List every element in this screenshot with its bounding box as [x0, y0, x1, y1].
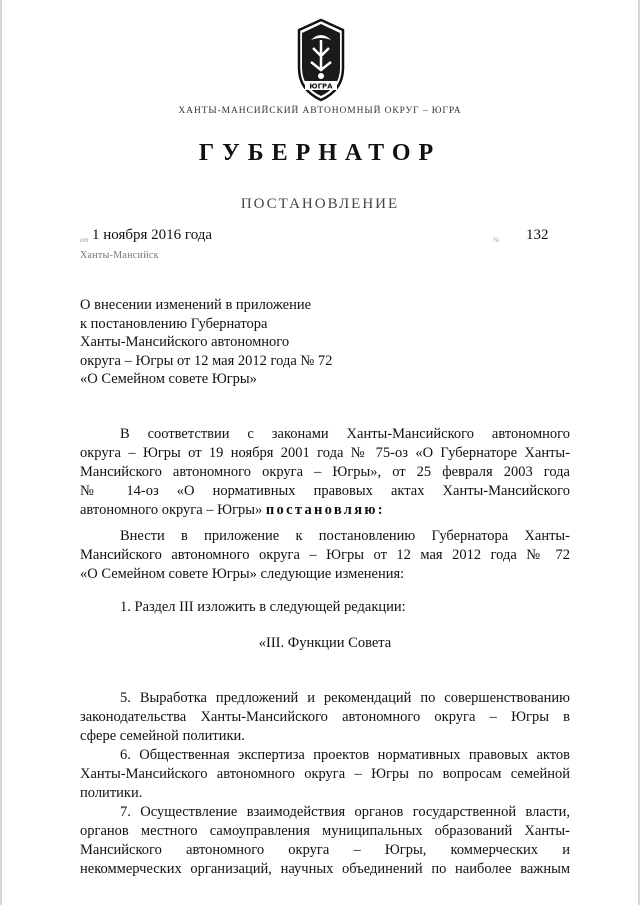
subject-line: «О Семейном совете Югры»	[80, 371, 257, 387]
preamble-last-text: автономного округа – Югры»	[80, 502, 263, 518]
decree-word: постановляю:	[265, 502, 385, 518]
preamble-line: В соответствии с законами Ханты-Мансийского автономного	[120, 426, 570, 442]
region-name: ХАНТЫ-МАНСИЙСКИЙ АВТОНОМНЫЙ ОКРУГ – ЮГРА	[178, 106, 462, 116]
paragraph-line: сфере семейной политики.	[80, 728, 245, 744]
paragraph-line: некоммерческих организаций, научных объединений по наиболее важным	[80, 861, 570, 877]
preamble-line: Мансийского автономного округа – Югры», от 25 февраля 2003 года	[80, 464, 570, 480]
paragraph-line: Ханты-Мансийского автономного округа – Югры по вопросам семейной	[80, 766, 570, 782]
intro-line: Мансийского автономного округа – Югры от 12 мая 2012 года № 72	[80, 547, 570, 563]
paragraph-line: политики.	[80, 785, 143, 801]
coat-of-arms-emblem	[293, 18, 349, 102]
paragraph-line: органов местного самоуправления муниципальных образований Ханты-	[80, 823, 570, 839]
subject-line: округа – Югры от 12 мая 2012 года № 72	[80, 352, 333, 369]
paragraph-line: законодательства Ханты-Мансийского автономного округа – Югры в	[80, 709, 570, 725]
subject-line: к постановлению Губернатора	[80, 315, 268, 332]
date-prefix: от	[80, 236, 89, 244]
paragraph-7	[80, 803, 570, 879]
svg-text:ЮГРА: ЮГРА	[309, 82, 333, 91]
paragraph-line: 5. Выработка предложений и рекомендаций по совершенствованию	[120, 690, 570, 706]
intro-line: «О Семейном совете Югры» следующие изменения:	[80, 566, 405, 582]
city-name: Ханты-Мансийск	[80, 250, 159, 261]
office-title: ГУБЕРНАТОР	[198, 140, 442, 166]
preamble-paragraph	[80, 425, 570, 520]
number-prefix: №	[493, 236, 500, 244]
section-title: «III. Функции Совета	[258, 635, 392, 651]
paragraph-6	[80, 746, 570, 803]
preamble-last-line	[80, 501, 570, 520]
subject-line: О внесении изменений в приложение	[80, 297, 312, 313]
preamble-line: округа – Югры от 19 ноября 2001 года № 75-оз «О Губернаторе Ханты-	[80, 445, 570, 461]
document-date: 1 ноября 2016 года	[92, 227, 213, 243]
document-number: 132	[526, 227, 549, 243]
intro-line: Внести в приложение к постановлению Губернатора Ханты-	[120, 528, 570, 544]
preamble-line: № 14-оз «О нормативных правовых актах Ханты-Мансийского	[80, 483, 570, 499]
document-subject	[80, 296, 440, 389]
item-1: 1. Раздел III изложить в следующей редакции:	[120, 599, 406, 615]
paragraph-line: 7. Осуществление взаимодействия органов государственной власти,	[120, 804, 570, 820]
intro-paragraph	[80, 527, 570, 584]
paragraph-5	[80, 689, 570, 746]
paragraph-line: Мансийского автономного округа – Югры, коммерческих и	[80, 842, 570, 858]
scan-edge-left	[0, 0, 2, 905]
subject-line: Ханты-Мансийского автономного	[80, 334, 290, 350]
document-type: ПОСТАНОВЛЕНИЕ	[240, 196, 400, 212]
paragraph-line: 6. Общественная экспертиза проектов нормативных правовых актов	[120, 747, 570, 763]
